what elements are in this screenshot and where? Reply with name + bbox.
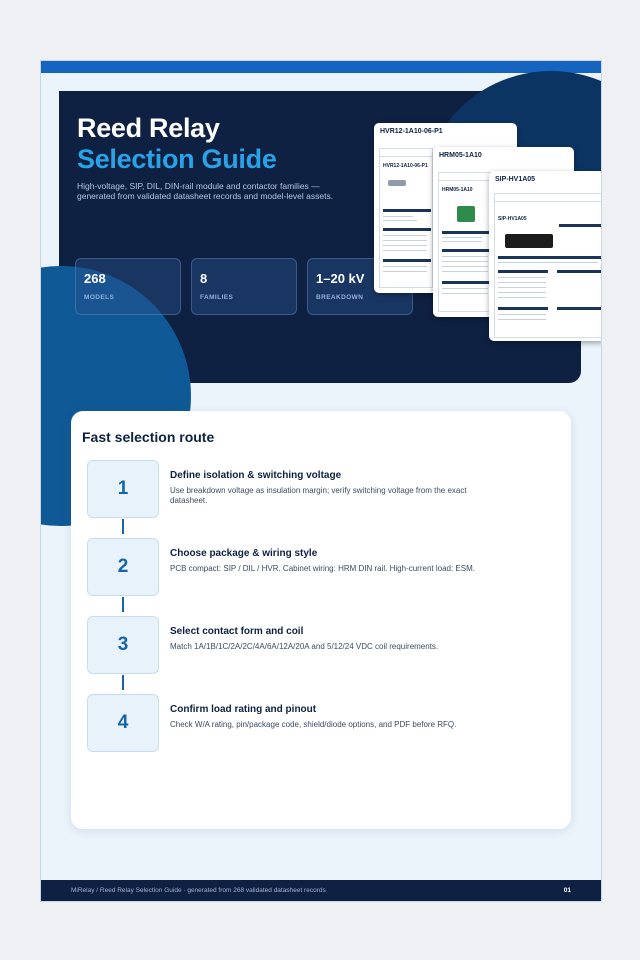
- page-footer: [41, 880, 601, 902]
- stat-label: BREAKDOWN: [316, 294, 364, 301]
- footer-text: MiRelay / Reed Relay Selection Guide · generated from 268 validated datasheet records: [71, 887, 326, 894]
- step-number-box: [87, 616, 159, 674]
- guide-page: [40, 60, 602, 902]
- stat-families: [191, 258, 297, 315]
- stat-label: MODELS: [84, 294, 115, 301]
- step-number-box: [87, 694, 159, 752]
- step-connector: [122, 519, 124, 534]
- step-number: 4: [117, 712, 129, 733]
- product-card-title: HVR12-1A10-06-P1: [380, 128, 443, 135]
- step-description: Match 1A/1B/1C/2A/2C/4A/6A/12A/20A and 5/12/24 VDC coil requirements.: [170, 642, 439, 651]
- product-card-title: HRM05-1A10: [439, 152, 482, 159]
- stat-models: [75, 258, 181, 315]
- relay-image: [505, 234, 553, 248]
- step-title: Define isolation & switching voltage: [170, 470, 342, 481]
- step-number: 3: [117, 634, 129, 655]
- top-accent-bar: [41, 61, 601, 73]
- step-number-box: [87, 460, 159, 518]
- datasheet-thumbnail: [438, 172, 494, 312]
- step-number: 1: [117, 478, 129, 499]
- step-title: Select contact form and coil: [170, 626, 304, 637]
- hero-title-line1: Reed Relay: [77, 113, 220, 143]
- stat-value: 1–20 kV: [316, 271, 365, 286]
- step-description: Check W/A rating, pin/package code, shield/diode options, and PDF before RFQ.: [170, 720, 457, 729]
- step-title: Confirm load rating and pinout: [170, 704, 317, 715]
- step-title: Choose package & wiring style: [170, 548, 318, 559]
- hero-title-line2: Selection Guide: [77, 144, 277, 174]
- step-description: PCB compact: SIP / DIL / HVR. Cabinet wiring: HRM DIN rail. High-current load: ESM.: [170, 564, 475, 573]
- product-card-title: SIP-HV1A05: [495, 176, 536, 183]
- datasheet-model: HVR12-1A10-06-P1: [383, 163, 428, 169]
- stat-value: 8: [200, 271, 208, 286]
- relay-image: [457, 206, 475, 222]
- selection-route-panel: [71, 411, 571, 829]
- relay-image: [388, 180, 406, 186]
- step-connector: [122, 675, 124, 690]
- step-connector: [122, 597, 124, 612]
- datasheet-model: SIP-HV1A05: [498, 216, 527, 222]
- product-card-sip-hv1a05[interactable]: [489, 171, 602, 341]
- step-description: Use breakdown voltage as insulation margin; verify switching voltage from the exact datasheet.: [170, 486, 467, 505]
- datasheet-thumbnail: [494, 193, 602, 338]
- step-number-box: [87, 538, 159, 596]
- datasheet-thumbnail: [379, 148, 433, 288]
- stat-value: 268: [84, 271, 106, 286]
- datasheet-model: HRM05-1A10: [442, 187, 473, 193]
- stat-label: FAMILIES: [200, 294, 234, 301]
- route-title: Fast selection route: [82, 429, 215, 445]
- step-number: 2: [117, 556, 129, 577]
- page-number: 01: [563, 887, 571, 894]
- hero-subtitle: High-voltage, SIP, DIL, DIN-rail module and contactor families — generated from validated datasheet records and model-level assets.: [77, 181, 334, 201]
